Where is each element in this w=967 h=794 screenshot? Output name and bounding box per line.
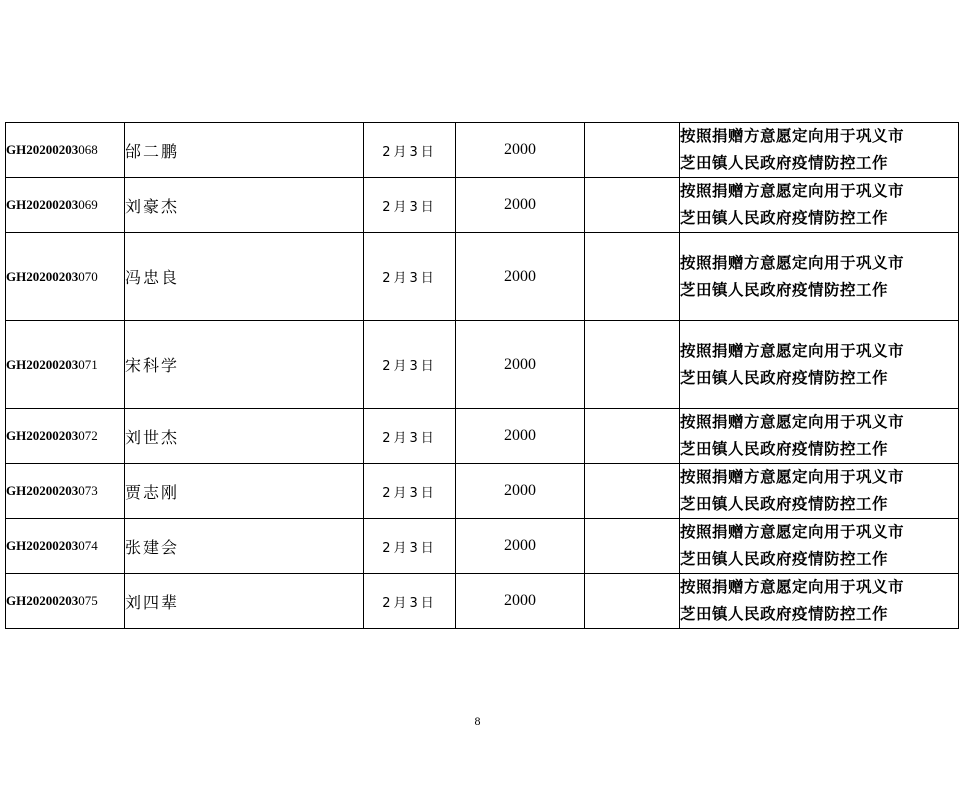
blank-cell [585,321,680,409]
blank-cell [585,519,680,574]
donation-table-body [6,123,959,629]
donation-amount-cell: 2000 [456,233,585,321]
donation-id-cell [6,123,125,178]
blank-cell [585,464,680,519]
donor-name-cell: 刘世杰 [125,409,364,464]
purpose-line-1: 按照捐赠方意愿定向用于巩义市 [680,413,905,431]
donation-amount-cell: 2000 [456,123,585,178]
donation-id-cell [6,233,125,321]
donation-id-cell [6,574,125,629]
donation-amount-cell: 2000 [456,574,585,629]
purpose-line-2: 芝田镇人民政府疫情防控工作 [680,368,889,387]
table-row [6,519,959,574]
donation-purpose-cell [680,519,959,574]
donation-purpose-cell [680,574,959,629]
donation-purpose-cell [680,233,959,321]
table-row [6,321,959,409]
donor-name-cell: 贾志刚 [125,464,364,519]
blank-cell [585,178,680,233]
donation-id-suffix: 071 [78,356,98,372]
donation-id-prefix: GH20200203 [6,538,79,553]
donation-id-suffix: 068 [78,142,98,157]
donation-id-suffix: 069 [78,197,98,212]
table-row [6,409,959,464]
donation-id-suffix: 072 [78,428,98,443]
donor-name-cell: 刘四辈 [125,574,364,629]
donation-date-cell: 2月3日 [364,409,456,464]
purpose-line-2: 芝田镇人民政府疫情防控工作 [680,605,889,623]
blank-cell [585,123,680,178]
donation-amount-cell: 2000 [456,178,585,233]
table-row [6,233,959,321]
donation-id-cell [6,178,125,233]
donation-amount-cell: 2000 [456,321,585,409]
donation-id-prefix: GH20200203 [6,356,79,372]
donation-amount-cell: 2000 [456,519,585,574]
donation-id-suffix: 074 [78,538,98,553]
donor-name-cell: 宋科学 [125,321,364,409]
donation-purpose-cell [680,464,959,519]
donation-id-prefix: GH20200203 [6,593,79,608]
donation-purpose-cell [680,178,959,233]
purpose-line-1: 按照捐赠方意愿定向用于巩义市 [680,578,905,596]
donor-name-cell: 刘豪杰 [125,178,364,233]
donation-date-cell: 2月3日 [364,574,456,629]
blank-cell [585,409,680,464]
donation-date-cell: 2月3日 [364,178,456,233]
donation-date-cell: 2月3日 [364,321,456,409]
purpose-line-1: 按照捐赠方意愿定向用于巩义市 [680,253,905,272]
purpose-line-2: 芝田镇人民政府疫情防控工作 [680,209,889,227]
donation-id-prefix: GH20200203 [6,483,79,498]
donation-id-cell [6,519,125,574]
donation-table [5,122,959,629]
donor-name-cell: 冯忠良 [125,233,364,321]
donation-purpose-cell [680,409,959,464]
purpose-line-1: 按照捐赠方意愿定向用于巩义市 [680,182,905,200]
donation-id-suffix: 070 [78,268,98,284]
purpose-line-1: 按照捐赠方意愿定向用于巩义市 [680,468,905,486]
donation-id-cell [6,321,125,409]
blank-cell [585,233,680,321]
page-number: 8 [474,714,481,728]
donation-purpose-cell [680,321,959,409]
table-row [6,574,959,629]
purpose-line-2: 芝田镇人民政府疫情防控工作 [680,550,889,568]
donation-id-suffix: 073 [78,483,98,498]
donation-id-prefix: GH20200203 [6,142,79,157]
table-row [6,464,959,519]
table-row [6,123,959,178]
donation-purpose-cell [680,123,959,178]
purpose-line-2: 芝田镇人民政府疫情防控工作 [680,440,889,458]
donation-id-cell [6,409,125,464]
purpose-line-2: 芝田镇人民政府疫情防控工作 [680,495,889,513]
donation-id-cell [6,464,125,519]
donor-name-cell: 张建会 [125,519,364,574]
purpose-line-2: 芝田镇人民政府疫情防控工作 [680,154,889,172]
donation-amount-cell: 2000 [456,409,585,464]
donation-id-prefix: GH20200203 [6,428,79,443]
donation-id-suffix: 075 [78,593,98,608]
donation-amount-cell: 2000 [456,464,585,519]
donation-id-prefix: GH20200203 [6,268,79,284]
donation-date-cell: 2月3日 [364,233,456,321]
purpose-line-1: 按照捐赠方意愿定向用于巩义市 [680,341,905,360]
table-row [6,178,959,233]
donor-name-cell: 邰二鹏 [125,123,364,178]
donation-date-cell: 2月3日 [364,464,456,519]
donation-date-cell: 2月3日 [364,123,456,178]
purpose-line-1: 按照捐赠方意愿定向用于巩义市 [680,523,905,541]
blank-cell [585,574,680,629]
purpose-line-1: 按照捐赠方意愿定向用于巩义市 [680,127,905,145]
donation-id-prefix: GH20200203 [6,197,79,212]
purpose-line-2: 芝田镇人民政府疫情防控工作 [680,280,889,299]
donation-date-cell: 2月3日 [364,519,456,574]
